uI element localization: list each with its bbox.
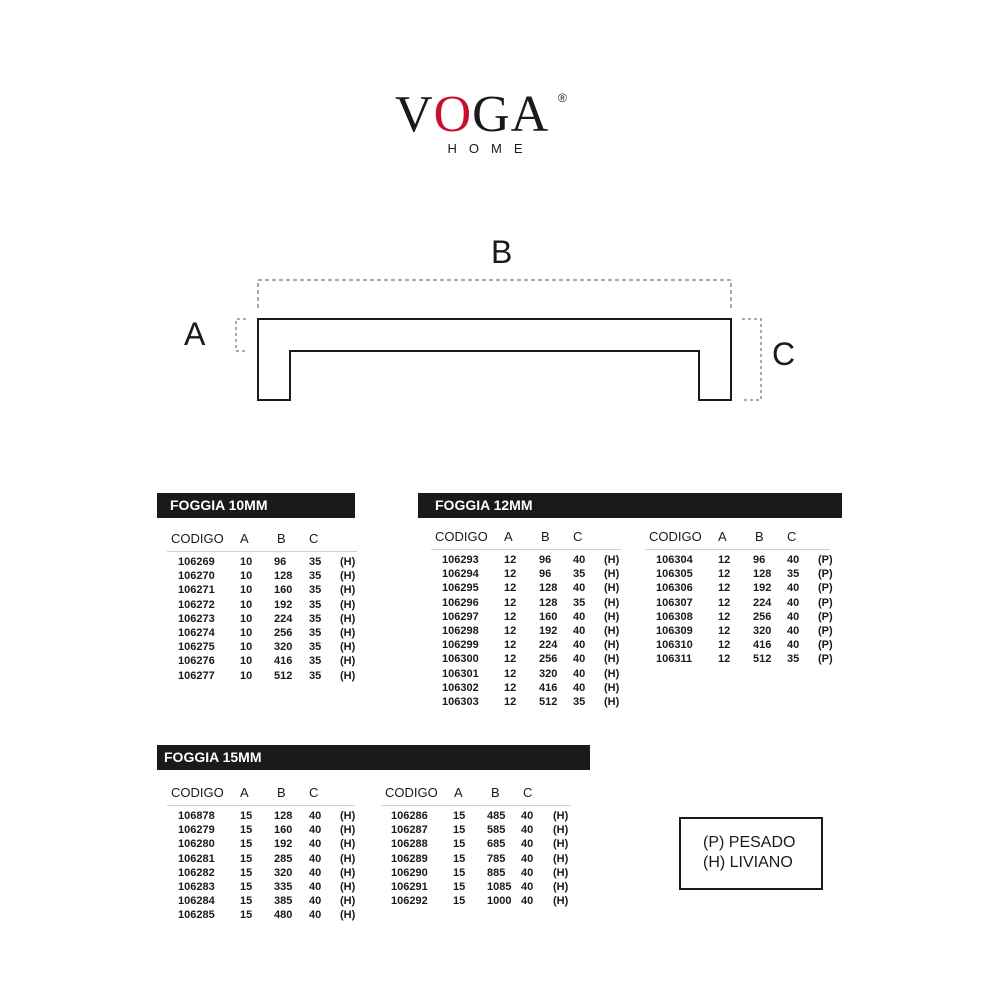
header-divider — [381, 805, 571, 806]
dimension-label-c: C — [772, 336, 796, 372]
cell-type: (H) — [553, 852, 569, 865]
cell-c: 35 — [309, 626, 322, 639]
cell-type: (P) — [818, 639, 833, 652]
legend-pesado: (P) PESADO — [703, 834, 796, 851]
cell-b: 416 — [753, 639, 772, 652]
column-header-c: C — [523, 785, 533, 800]
legend-liviano: (H) LIVIANO — [703, 854, 793, 871]
cell-type: (H) — [340, 626, 356, 639]
cell-a: 10 — [240, 641, 253, 654]
cell-type: (H) — [340, 866, 356, 879]
cell-b: 285 — [274, 852, 293, 865]
cell-c: 40 — [573, 554, 586, 566]
cell-a: 15 — [240, 880, 253, 893]
cell-c: 40 — [309, 895, 322, 908]
cell-c: 35 — [309, 655, 322, 668]
cell-type: (H) — [604, 667, 620, 680]
cell-c: 40 — [309, 866, 322, 879]
cell-a: 15 — [240, 909, 253, 922]
cell-b: 512 — [539, 695, 558, 708]
cell-b: 320 — [274, 866, 293, 879]
cell-b: 256 — [274, 626, 293, 639]
column-header-codigo: CODIGO — [171, 785, 224, 800]
cell-type: (H) — [553, 880, 569, 893]
cell-type: (H) — [604, 610, 620, 623]
column-header-codigo: CODIGO — [385, 785, 438, 800]
cell-a: 15 — [453, 895, 466, 908]
cell-b: 192 — [753, 582, 772, 595]
cell-a: 12 — [504, 695, 517, 708]
cell-type: (H) — [340, 880, 356, 893]
cell-type: (H) — [340, 895, 356, 908]
cell-codigo: 106279 — [178, 824, 215, 837]
cell-type: (H) — [604, 624, 620, 637]
cell-type: (H) — [340, 824, 356, 837]
header-divider — [167, 551, 357, 552]
cell-type: (H) — [604, 554, 620, 566]
cell-a: 10 — [240, 598, 253, 611]
cell-b: 885 — [487, 866, 506, 879]
cell-b: 1085 — [487, 880, 512, 893]
cell-a: 12 — [504, 582, 517, 595]
cell-codigo: 106286 — [391, 810, 428, 822]
cell-type: (H) — [340, 612, 356, 625]
column-header-b: B — [541, 529, 550, 544]
section-foggia-10mm: FOGGIA 10MM — [157, 493, 355, 518]
cell-codigo: 106298 — [442, 624, 479, 637]
cell-c: 40 — [521, 852, 534, 865]
cell-a: 10 — [240, 556, 253, 568]
cell-c: 40 — [309, 909, 322, 922]
column-header-a: A — [240, 785, 249, 800]
cell-a: 12 — [504, 624, 517, 637]
cell-b: 335 — [274, 880, 293, 893]
cell-b: 192 — [274, 598, 293, 611]
column-header-c: C — [309, 531, 319, 546]
cell-c: 40 — [521, 838, 534, 851]
cell-a: 12 — [504, 610, 517, 623]
cell-b: 685 — [487, 838, 506, 851]
cell-b: 96 — [753, 554, 766, 566]
column-header-c: C — [573, 529, 583, 544]
section-foggia-12mm: FOGGIA 12MM — [418, 493, 842, 518]
cell-codigo: 106285 — [178, 909, 215, 922]
cell-c: 40 — [521, 810, 534, 822]
cell-a: 12 — [718, 582, 731, 595]
header-divider — [167, 805, 355, 806]
cell-c: 35 — [787, 653, 800, 666]
cell-b: 480 — [274, 909, 293, 922]
cell-b: 96 — [539, 554, 552, 566]
cell-codigo: 106304 — [656, 554, 693, 566]
cell-a: 10 — [240, 570, 253, 583]
cell-b: 192 — [539, 624, 558, 637]
cell-c: 35 — [309, 570, 322, 583]
cell-type: (H) — [604, 568, 620, 581]
cell-type: (H) — [553, 866, 569, 879]
cell-codigo: 106276 — [178, 655, 215, 668]
cell-c: 40 — [787, 596, 800, 609]
cell-codigo: 106287 — [391, 824, 428, 837]
cell-b: 128 — [539, 596, 558, 609]
cell-c: 40 — [521, 824, 534, 837]
cell-b: 1000 — [487, 895, 512, 908]
cell-c: 40 — [787, 582, 800, 595]
cell-c: 40 — [309, 824, 322, 837]
column-header-a: A — [454, 785, 463, 800]
cell-b: 128 — [274, 810, 293, 822]
cell-codigo: 106300 — [442, 653, 479, 666]
dimension-label-b: B — [491, 234, 513, 270]
cell-codigo: 106299 — [442, 639, 479, 652]
cell-a: 15 — [240, 810, 253, 822]
cell-b: 416 — [539, 681, 558, 694]
cell-a: 15 — [453, 880, 466, 893]
column-header-codigo: CODIGO — [649, 529, 702, 544]
column-header-a: A — [240, 531, 249, 546]
cell-codigo: 106297 — [442, 610, 479, 623]
cell-a: 10 — [240, 669, 253, 682]
cell-c: 40 — [787, 624, 800, 637]
cell-codigo: 106281 — [178, 852, 215, 865]
column-header-b: B — [277, 531, 286, 546]
cell-a: 12 — [718, 554, 731, 566]
column-header-a: A — [504, 529, 513, 544]
cell-b: 96 — [539, 568, 552, 581]
cell-type: (P) — [818, 610, 833, 623]
cell-codigo: 106296 — [442, 596, 479, 609]
cell-codigo: 106878 — [178, 810, 215, 822]
cell-a: 15 — [453, 824, 466, 837]
cell-type: (H) — [604, 596, 620, 609]
cell-b: 485 — [487, 810, 506, 822]
cell-type: (H) — [340, 909, 356, 922]
cell-b: 416 — [274, 655, 293, 668]
cell-c: 40 — [521, 895, 534, 908]
cell-c: 35 — [309, 584, 322, 597]
cell-a: 10 — [240, 584, 253, 597]
cell-codigo: 106302 — [442, 681, 479, 694]
cell-a: 12 — [504, 653, 517, 666]
cell-codigo: 106306 — [656, 582, 693, 595]
cell-b: 128 — [539, 582, 558, 595]
cell-c: 35 — [787, 568, 800, 581]
cell-codigo: 106303 — [442, 695, 479, 708]
cell-codigo: 106291 — [391, 880, 428, 893]
logo-subtitle: HOME — [447, 141, 535, 156]
cell-c: 35 — [573, 596, 586, 609]
cell-codigo: 106270 — [178, 570, 215, 583]
cell-c: 40 — [521, 866, 534, 879]
cell-codigo: 106288 — [391, 838, 428, 851]
cell-type: (H) — [553, 838, 569, 851]
cell-codigo: 106310 — [656, 639, 693, 652]
cell-b: 320 — [274, 641, 293, 654]
cell-codigo: 106311 — [656, 653, 693, 666]
cell-codigo: 106271 — [178, 584, 215, 597]
cell-codigo: 106294 — [442, 568, 479, 581]
cell-a: 12 — [504, 596, 517, 609]
weight-legend-box — [679, 817, 823, 890]
cell-c: 40 — [309, 852, 322, 865]
cell-a: 15 — [240, 866, 253, 879]
cell-b: 224 — [539, 639, 558, 652]
cell-type: (H) — [553, 824, 569, 837]
cell-codigo: 106280 — [178, 838, 215, 851]
cell-b: 160 — [539, 610, 558, 623]
cell-type: (H) — [340, 852, 356, 865]
cell-a: 15 — [453, 838, 466, 851]
cell-c: 35 — [309, 598, 322, 611]
cell-c: 35 — [309, 612, 322, 625]
cell-a: 12 — [504, 554, 517, 566]
cell-codigo: 106277 — [178, 669, 215, 682]
cell-a: 10 — [240, 655, 253, 668]
cell-a: 12 — [718, 653, 731, 666]
cell-type: (H) — [340, 584, 356, 597]
cell-c: 40 — [573, 624, 586, 637]
column-header-codigo: CODIGO — [171, 531, 224, 546]
cell-b: 585 — [487, 824, 506, 837]
column-header-b: B — [755, 529, 764, 544]
cell-b: 224 — [753, 596, 772, 609]
cell-b: 128 — [753, 568, 772, 581]
cell-a: 15 — [453, 810, 466, 822]
cell-a: 12 — [504, 681, 517, 694]
cell-codigo: 106293 — [442, 554, 479, 566]
cell-a: 15 — [453, 866, 466, 879]
cell-b: 320 — [539, 667, 558, 680]
cell-c: 40 — [787, 554, 800, 566]
section-foggia-15mm: FOGGIA 15MM — [157, 745, 590, 770]
voga-home-logo — [390, 86, 580, 166]
dimension-label-a: A — [184, 316, 206, 352]
cell-a: 15 — [453, 852, 466, 865]
cell-codigo: 106275 — [178, 641, 215, 654]
registered-mark: ® — [558, 91, 567, 105]
column-header-c: C — [787, 529, 797, 544]
cell-c: 35 — [309, 669, 322, 682]
cell-type: (H) — [340, 810, 356, 822]
cell-c: 35 — [309, 641, 322, 654]
cell-a: 12 — [718, 639, 731, 652]
cell-codigo: 106292 — [391, 895, 428, 908]
cell-type: (P) — [818, 582, 833, 595]
cell-a: 12 — [718, 610, 731, 623]
cell-codigo: 106295 — [442, 582, 479, 595]
cell-a: 10 — [240, 626, 253, 639]
header-divider — [645, 549, 830, 550]
cell-c: 40 — [573, 582, 586, 595]
cell-b: 256 — [539, 653, 558, 666]
cell-b: 785 — [487, 852, 506, 865]
cell-type: (H) — [604, 695, 620, 708]
cell-codigo: 106284 — [178, 895, 215, 908]
cell-type: (H) — [553, 810, 569, 822]
cell-c: 40 — [573, 639, 586, 652]
cell-b: 160 — [274, 584, 293, 597]
cell-b: 512 — [274, 669, 293, 682]
cell-c: 40 — [573, 653, 586, 666]
cell-b: 192 — [274, 838, 293, 851]
cell-c: 40 — [787, 610, 800, 623]
cell-c: 40 — [787, 639, 800, 652]
cell-b: 512 — [753, 653, 772, 666]
cell-c: 40 — [309, 838, 322, 851]
cell-c: 40 — [573, 667, 586, 680]
cell-type: (H) — [340, 598, 356, 611]
cell-type: (H) — [604, 653, 620, 666]
cell-codigo: 106307 — [656, 596, 693, 609]
cell-c: 40 — [573, 610, 586, 623]
cell-a: 12 — [504, 667, 517, 680]
header-divider — [431, 549, 621, 550]
cell-type: (P) — [818, 554, 833, 566]
cell-b: 385 — [274, 895, 293, 908]
cell-a: 10 — [240, 612, 253, 625]
cell-codigo: 106283 — [178, 880, 215, 893]
cell-type: (H) — [604, 639, 620, 652]
cell-a: 12 — [718, 568, 731, 581]
cell-a: 12 — [504, 639, 517, 652]
cell-b: 256 — [753, 610, 772, 623]
cell-type: (H) — [340, 669, 356, 682]
cell-type: (P) — [818, 596, 833, 609]
cell-a: 12 — [718, 596, 731, 609]
cell-c: 40 — [309, 810, 322, 822]
cell-a: 15 — [240, 895, 253, 908]
cell-codigo: 106301 — [442, 667, 479, 680]
cell-type: (H) — [553, 895, 569, 908]
cell-b: 128 — [274, 570, 293, 583]
cell-c: 40 — [521, 880, 534, 893]
cell-type: (H) — [604, 582, 620, 595]
cell-b: 96 — [274, 556, 287, 568]
cell-codigo: 106272 — [178, 598, 215, 611]
cell-type: (H) — [340, 655, 356, 668]
cell-codigo: 106289 — [391, 852, 428, 865]
cell-type: (P) — [818, 653, 833, 666]
cell-a: 15 — [240, 838, 253, 851]
cell-type: (H) — [340, 570, 356, 583]
column-header-c: C — [309, 785, 319, 800]
cell-codigo: 106308 — [656, 610, 693, 623]
column-header-b: B — [277, 785, 286, 800]
cell-a: 12 — [504, 568, 517, 581]
column-header-a: A — [718, 529, 727, 544]
cell-codigo: 106269 — [178, 556, 215, 568]
cell-codigo: 106274 — [178, 626, 215, 639]
logo-wordmark: VOGA — [395, 86, 550, 143]
cell-codigo: 106290 — [391, 866, 428, 879]
cell-b: 320 — [753, 624, 772, 637]
cell-c: 35 — [573, 695, 586, 708]
cell-c: 35 — [573, 568, 586, 581]
cell-c: 40 — [309, 880, 322, 893]
cell-type: (H) — [340, 838, 356, 851]
cell-a: 15 — [240, 824, 253, 837]
cell-b: 160 — [274, 824, 293, 837]
cell-type: (H) — [340, 556, 356, 568]
cell-codigo: 106273 — [178, 612, 215, 625]
cell-codigo: 106309 — [656, 624, 693, 637]
cell-codigo: 106282 — [178, 866, 215, 879]
column-header-codigo: CODIGO — [435, 529, 488, 544]
column-header-b: B — [491, 785, 500, 800]
cell-b: 224 — [274, 612, 293, 625]
cell-a: 12 — [718, 624, 731, 637]
cell-type: (P) — [818, 568, 833, 581]
cell-codigo: 106305 — [656, 568, 693, 581]
cell-c: 35 — [309, 556, 322, 568]
cell-type: (H) — [340, 641, 356, 654]
cell-type: (P) — [818, 624, 833, 637]
cell-type: (H) — [604, 681, 620, 694]
cell-c: 40 — [573, 681, 586, 694]
cell-a: 15 — [240, 852, 253, 865]
